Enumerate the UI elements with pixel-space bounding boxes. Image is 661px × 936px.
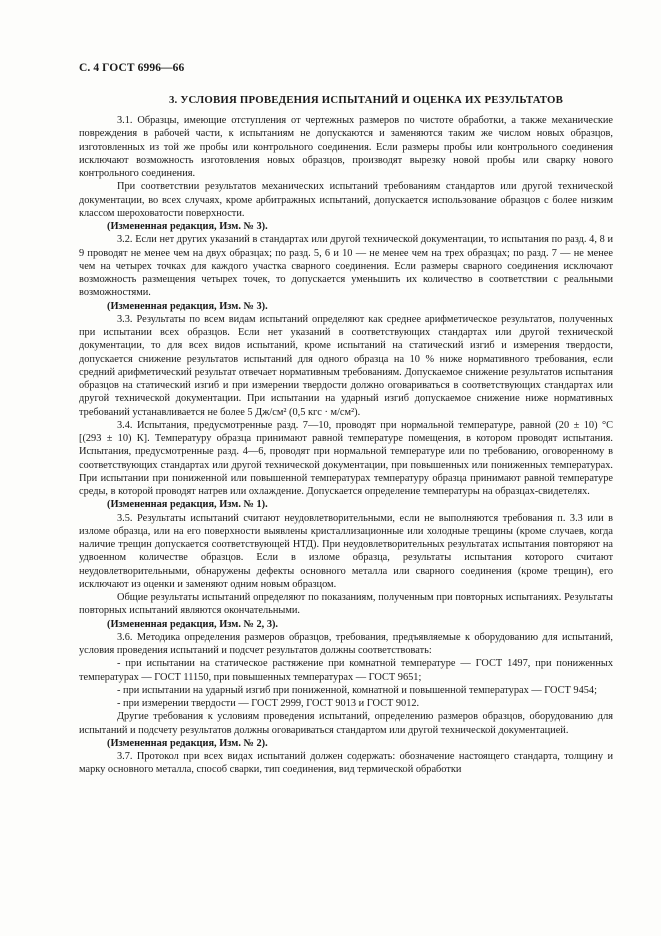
page-header: С. 4 ГОСТ 6996—66 — [79, 62, 185, 74]
edition-note: (Измененная редакция, Изм. № 1). — [107, 499, 268, 511]
edition-note: (Измененная редакция, Изм. № 3). — [107, 221, 268, 232]
edition-note: (Измененная редакция, Изм. № 3). — [107, 300, 268, 312]
paragraph: 3.2. Если нет других указаний в стандартах или другой технической документации, то испытания по разд. 4, 8 и 9 проводят не менее чем на двух образцах; по разд. 5, 6 и 10 — не менее чем на трех образцах; по разд. 7 — не менее чем на четырех точках для каждого участка сварного соединения. Если размеры сварного соединения исключают возможность размещения четырех точек, то допускается уменьшить их количество в соответствии с реальными возможностями. — [79, 234, 613, 299]
paragraph: Другие требования к условиям проведения испытаний, определению размеров образцов, оборудованию для испытаний и подсчету результатов должны оговариваться стандартом или другой технической документацией. — [79, 711, 613, 736]
paragraph: Общие результаты испытаний определяют по показаниям, полученным при повторных испытаниях. Результаты повторных испытаний являются окончательными. — [79, 592, 613, 617]
paragraph: 3.6. Методика определения размеров образцов, требования, предъявляемые к оборудованию для испытаний, условия проведения испытаний и подсчет результатов должны соответствовать: — [79, 631, 613, 656]
edition-note: (Измененная редакция, Изм. № 2). — [107, 737, 268, 749]
paragraph: - при испытании на статическое растяжение при комнатной температуре — ГОСТ 1497, при пониженных температурах — ГОСТ 11150, при повышенных температурах — ГОСТ 9651; — [79, 658, 613, 683]
paragraph: 3.4. Испытания, предусмотренные разд. 7—10, проводят при нормальной температуре, равной (20 ± 10) °С [(293 ± 10) К]. Температуру образца принимают равной температуре помещения, в котором проводят испытания. Испытания, предусмотренные разд. 4—6, проводят при нормальной температуре или по требованию, оговоренному в соответствующих стандартах или другой технической документации, при повышенных или пониженных температурах. При испытании при пониженной или повышенной температурах температуру образца принимают равной температуре среды, в которой проводят натрев или охлаждение. Допускается определение температуры на образцах-свидетелях. — [79, 419, 613, 497]
paragraph: При соответствии результатов механических испытаний требованиям стандартов или другой технической документации, во всех случаях, кроме арбитражных испытаний, допускается использование образцов с более низким классом шероховатости поверхности. — [79, 181, 613, 219]
paragraph: - при измерении твердости — ГОСТ 2999, ГОСТ 9013 и ГОСТ 9012. — [117, 698, 420, 709]
document-body — [79, 114, 613, 777]
paragraph: 3.5. Результаты испытаний считают неудовлетворительными, если не выполняются требования п. 3.3 или в изломе образца, или на его поверхности выявлены кристаллизационные или холодные трещины (кроме случаев, когда наличие трещин допускается соответствующей НТД). При неудовлетворительных результатах испытания повторяют на удвоенном количестве образцов. Если в изломе образца, результаты испытания которого считают неудовлетворительными, обнаружены дефекты основного металла или сварного соединения (кроме трещин), его исключают из оценки и заменяют одним новым образцом. — [79, 512, 613, 590]
edition-note: (Измененная редакция, Изм. № 2, 3). — [107, 618, 279, 630]
paragraph: 3.3. Результаты по всем видам испытаний определяют как среднее арифметическое результатов, полученных при испытании всех образцов. Если нет указаний в соответствующих стандартах или другой технической документации, то для всех видов испытаний, кроме испытаний на статический изгиб и измерения твердости, допускается снижение результатов испытаний для одного образца на 10 % ниже нормативного требования, если средний арифметический результат отвечает нормативным требованиям. Допускаемое снижение результатов испытания образцов на статический изгиб и при измерении твердости должно оговариваться в соответствующих стандартах или другой технической документации. При испытании на ударный изгиб допускаемое снижение ниже нормативных требований устанавливается не более 5 Дж/см² (0,5 кгс · м/см²). — [79, 313, 613, 418]
paragraph: 3.1. Образцы, имеющие отступления от чертежных размеров по чистоте обработки, а также механические повреждения в рабочей части, к испытаниям не допускаются и заменяются таким же числом новых образцов, изготовленных из той же пробы или контрольного соединения. Если размеры пробы или контрольного соединения исключают возможность изготовления новых образцов, производят вырезку новой пробы или сварку нового контрольного соединения. — [79, 115, 613, 179]
paragraph: 3.7. Протокол при всех видах испытаний должен содержать: обозначение настоящего стандарта, толщину и марку основного металла, способ сварки, тип соединения, вид термической обработки — [79, 751, 613, 776]
paragraph: - при испытании на ударный изгиб при пониженной, комнатной и повышенной температурах — ГОСТ 9454; — [117, 684, 597, 696]
section-title: 3. УСЛОВИЯ ПРОВЕДЕНИЯ ИСПЫТАНИЙ И ОЦЕНКА ИХ РЕЗУЛЬТАТОВ — [168, 94, 564, 106]
